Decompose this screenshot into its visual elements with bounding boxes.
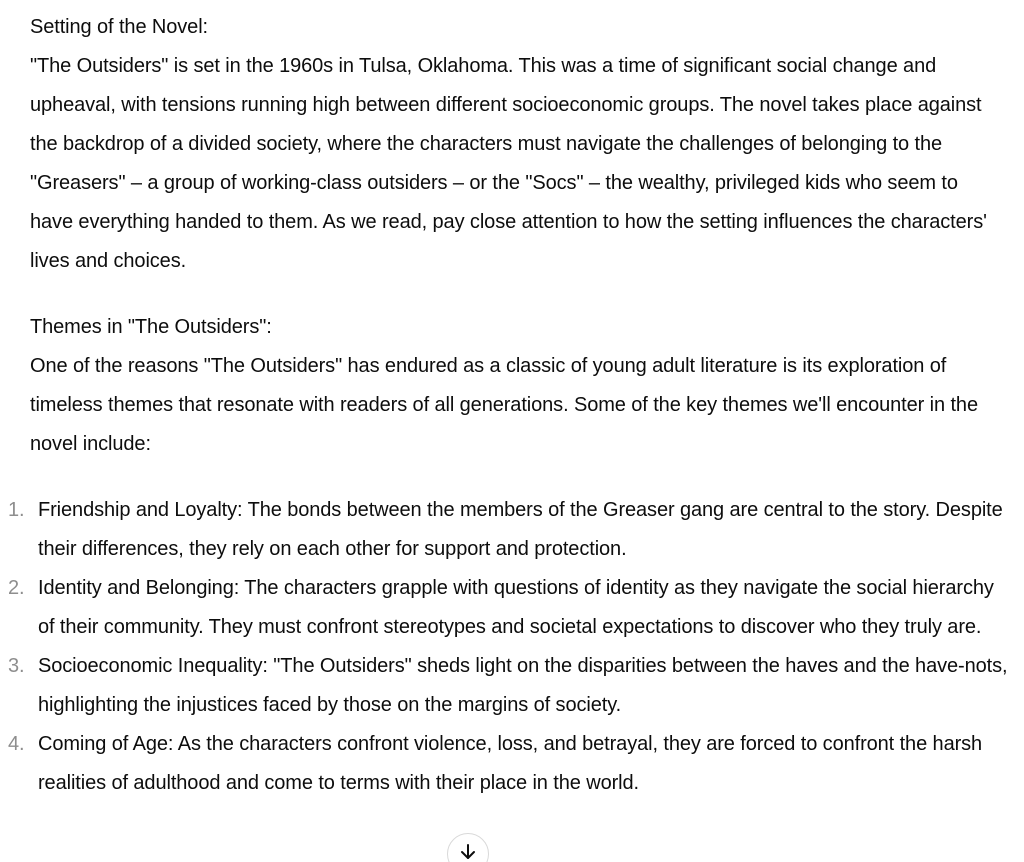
list-number: 1. [8, 499, 25, 521]
section-spacer [30, 464, 1005, 491]
list-number: 3. [8, 655, 25, 677]
section-spacer [30, 281, 1005, 308]
setting-paragraph: "The Outsiders" is set in the 1960s in Tulsa, Oklahoma. This was a time of significant social change and upheaval, with tensions running high between different socioeconomic groups. The novel takes place against the backdrop of a divided society, where the characters must navigate the challenges of belonging to the "Greasers" – a group of working-class outsiders – or the "Socs" – the wealthy, privileged kids who seem to have everything handed to them. As we read, pay close attention to how the setting influences the characters' lives and choices. [30, 55, 987, 272]
scroll-to-bottom-button[interactable] [447, 833, 489, 862]
list-item-text: Socioeconomic Inequality: "The Outsiders" sheds light on the disparities between the haves and the have-nots, highlighting the injustices faced by those on the margins of society. [38, 655, 1008, 716]
list-item-text: Friendship and Loyalty: The bonds between the members of the Greaser gang are central to the story. Despite their differences, they rely on each other for support and protection. [38, 499, 1003, 560]
themes-paragraph: One of the reasons "The Outsiders" has endured as a classic of young adult literature is its exploration of timeless themes that resonate with readers of all generations. Some of the key themes we'll encounter in the novel include: [30, 355, 978, 455]
list-item-text: Coming of Age: As the characters confront violence, loss, and betrayal, they are forced to confront the harsh realities of adulthood and come to terms with their place in the world. [38, 733, 983, 794]
list-number: 2. [8, 577, 25, 599]
arrow-down-icon [458, 842, 478, 862]
list-item [8, 725, 1008, 803]
setting-heading: Setting of the Novel: [30, 16, 209, 38]
list-item [8, 569, 1008, 647]
list-item-text: Identity and Belonging: The characters grapple with questions of identity as they navigate the social hierarchy of their community. They must confront stereotypes and societal expectations to discover who they truly are. [38, 577, 994, 638]
list-item [8, 491, 1008, 569]
themes-heading: Themes in "The Outsiders": [30, 316, 272, 338]
list-number: 4. [8, 733, 25, 755]
list-item [8, 647, 1008, 725]
themes-list [8, 491, 1008, 803]
message-content [8, 8, 1008, 803]
